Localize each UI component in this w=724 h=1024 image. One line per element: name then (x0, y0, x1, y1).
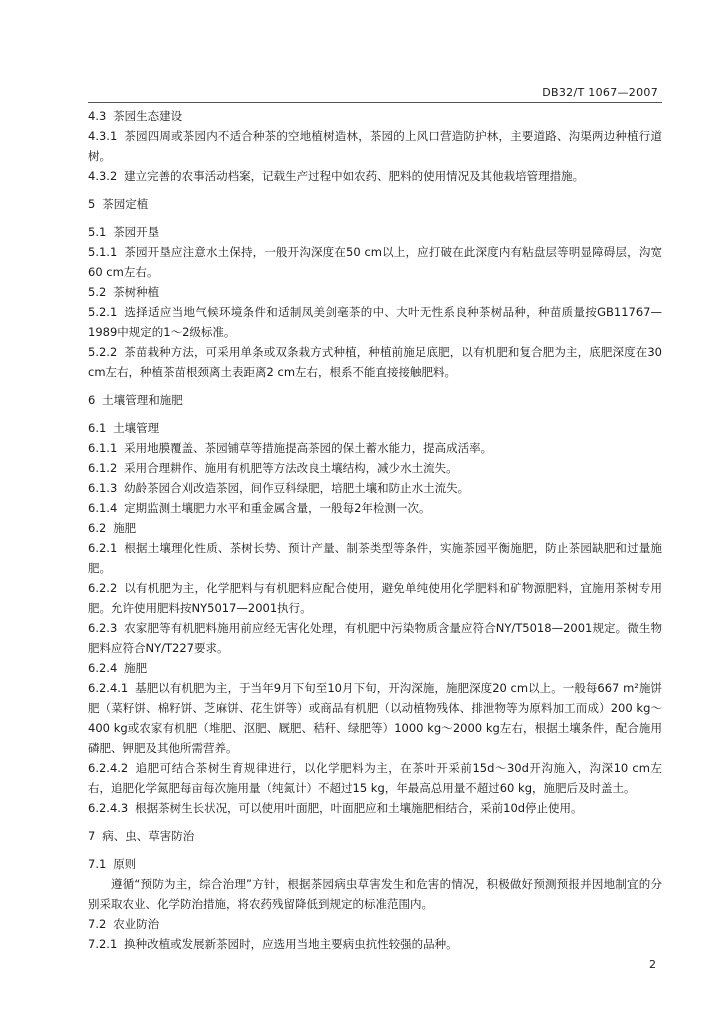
clause-paragraph (88, 166, 662, 186)
document-body (88, 106, 662, 954)
section-heading (88, 222, 662, 242)
clause-paragraph (88, 798, 662, 818)
clause-number: 7 (88, 829, 96, 843)
clause-paragraph (88, 538, 662, 578)
clause-number: 5 (88, 197, 96, 211)
clause-text: 幼龄茶园合刈改造茶园，间作豆科绿肥，培肥土壤和防止水土流失。 (124, 481, 470, 495)
clause-number: 7.2.1 (88, 937, 118, 951)
page-number: 2 (649, 958, 656, 971)
heading-text: 茶园开垦 (113, 225, 160, 239)
clause-paragraph (88, 934, 662, 954)
clause-text: 以有机肥为主，化学肥料与有机肥料应配合使用，避免单纯使用化学肥料和矿物源肥料，宜施用茶树专用肥。允许使用肥料按NY5017—2001执行。 (88, 581, 662, 615)
clause-text: 换种改植或发展新茶园时，应选用当地主要病虫抗性较强的品种。 (124, 937, 458, 951)
clause-number: 6.1 (88, 421, 107, 435)
clause-text: 定期监测土壤肥力水平和重金属含量，一般每2年检测一次。 (124, 501, 431, 515)
section-heading (88, 826, 662, 846)
clause-paragraph (88, 342, 662, 382)
clause-number: 7.2 (88, 917, 107, 931)
clause-paragraph (88, 578, 662, 618)
clause-number: 6.2.2 (88, 581, 118, 595)
clause-paragraph (88, 302, 662, 342)
clause-paragraph (88, 498, 662, 518)
section-heading (88, 418, 662, 438)
section-heading (88, 390, 662, 410)
clause-number: 6.2 (88, 521, 107, 535)
clause-number: 6.2.4.3 (88, 801, 129, 815)
clause-text: 茶园开垦应注意水土保持，一般开沟深度在50 cm以上，应打破在此深度内有粘盘层等明显障碍层，沟宽60 cm左右。 (88, 245, 662, 279)
clause-text: 遵循“预防为主，综合治理”方针，根据茶园病虫草害发生和危害的情况，积极做好预测预报并因地制宜的分别采取农业、化学防治措施，将农药残留降低到规定的标准范围内。 (88, 877, 662, 911)
heading-text: 农业防治 (113, 917, 160, 931)
clause-number: 5.2.2 (88, 345, 118, 359)
clause-paragraph (88, 618, 662, 658)
clause-paragraph (88, 678, 662, 758)
heading-text: 施肥 (113, 521, 137, 535)
heading-text: 土壤管理和施肥 (102, 393, 183, 407)
clause-text: 农家肥等有机肥料施用前应经无害化处理，有机肥中污染物质含量应符合NY/T5018—2001规定。微生物肥料应符合NY/T227要求。 (88, 621, 662, 655)
clause-text: 茶苗栽种方法，可采用单条或双条栽方式种植，种植前施足底肥，以有机肥和复合肥为主，底肥深度在30 cm左右，种植茶苗根颈离土表距离2 cm左右，根系不能直接接触肥料。 (88, 345, 662, 379)
clause-paragraph (88, 438, 662, 458)
clause-number: 6.2.4 (88, 661, 118, 675)
clause-text: 选择适应当地气候环境条件和适制凤美剑毫茶的中、大叶无性系良种茶树品种，种苗质量按GB11767—1989中规定的1～2级标准。 (88, 305, 662, 339)
clause-paragraph (88, 242, 662, 282)
clause-text: 建立完善的农事活动档案，记载生产过程中如农药、肥料的使用情况及其他栽培管理措施。 (124, 169, 585, 183)
section-heading (88, 854, 662, 874)
clause-number: 6.2.1 (88, 541, 118, 555)
heading-text: 土壤管理 (113, 421, 160, 435)
clause-number: 7.1 (88, 857, 107, 871)
section-heading (88, 658, 662, 678)
clause-number: 6.2.4.2 (88, 761, 129, 775)
heading-text: 施肥 (124, 661, 148, 675)
clause-text: 根据土壤理化性质、茶树长势、预计产量、制茶类型等条件，实施茶园平衡施肥，防止茶园缺肥和过量施肥。 (88, 541, 662, 575)
clause-paragraph (88, 758, 662, 798)
heading-text: 原则 (113, 857, 137, 871)
heading-text: 茶园定植 (102, 197, 149, 211)
clause-number: 4.3.2 (88, 169, 118, 183)
clause-text: 茶园四周或茶园内不适合种茶的空地植树造林，茶园的上风口营造防护林，主要道路、沟渠两边种植行道树。 (88, 129, 662, 163)
section-heading (88, 106, 662, 126)
clause-paragraph (88, 126, 662, 166)
clause-number: 6 (88, 393, 96, 407)
heading-text: 病、虫、草害防治 (102, 829, 195, 843)
clause-number: 6.1.2 (88, 461, 118, 475)
clause-number: 6.1.1 (88, 441, 118, 455)
clause-number: 5.1.1 (88, 245, 118, 259)
clause-text: 根据茶树生长状况，可以使用叶面肥，叶面肥应和土壤施肥相结合，采前10d停止使用。 (135, 801, 583, 815)
clause-number: 6.2.3 (88, 621, 118, 635)
section-heading (88, 518, 662, 538)
clause-paragraph (88, 458, 662, 478)
clause-number: 5.2.1 (88, 305, 118, 319)
clause-number: 5.1 (88, 225, 107, 239)
heading-text: 茶园生态建设 (113, 109, 183, 123)
clause-text: 基肥以有机肥为主，于当年9月下旬至10月下旬，开沟深施，施肥深度20 cm以上。一般每667 m²施饼肥（菜籽饼、棉籽饼、芝麻饼、花生饼等）或商品有机肥（以动植物残体、排泄物等为原料加工而成）200 kg～400 kg或农家有机肥（堆肥、沤肥、厩肥、秸秆、绿肥等）1000 kg～2000 kg左右，根据土壤条件，配合施用磷肥、钾肥及其他所需营养。 (88, 681, 662, 755)
document-code: DB32/T 1067—2007 (542, 86, 658, 99)
clause-number: 4.3.1 (88, 129, 118, 143)
heading-text: 茶树种植 (113, 285, 160, 299)
clause-paragraph (88, 478, 662, 498)
section-heading (88, 194, 662, 214)
section-heading (88, 282, 662, 302)
clause-number: 6.2.4.1 (88, 681, 129, 695)
clause-paragraph (88, 874, 662, 914)
clause-number: 6.1.3 (88, 481, 118, 495)
header-rule (88, 102, 662, 103)
section-heading (88, 914, 662, 934)
clause-number: 4.3 (88, 109, 107, 123)
clause-text: 追肥可结合茶树生育规律进行，以化学肥料为主，在茶叶开采前15d～30d开沟施入，沟深10 cm左右，追肥化学氮肥每亩每次施用量（纯氮计）不超过15 kg，年最高总用量不超过60 kg，施肥后及时盖土。 (88, 761, 662, 795)
clause-text: 采用地膜覆盖、茶园铺草等措施提高茶园的保土蓄水能力，提高成活率。 (124, 441, 493, 455)
clause-text: 采用合理耕作、施用有机肥等方法改良土壤结构，减少水土流失。 (124, 461, 458, 475)
clause-number: 6.1.4 (88, 501, 118, 515)
clause-number: 5.2 (88, 285, 107, 299)
